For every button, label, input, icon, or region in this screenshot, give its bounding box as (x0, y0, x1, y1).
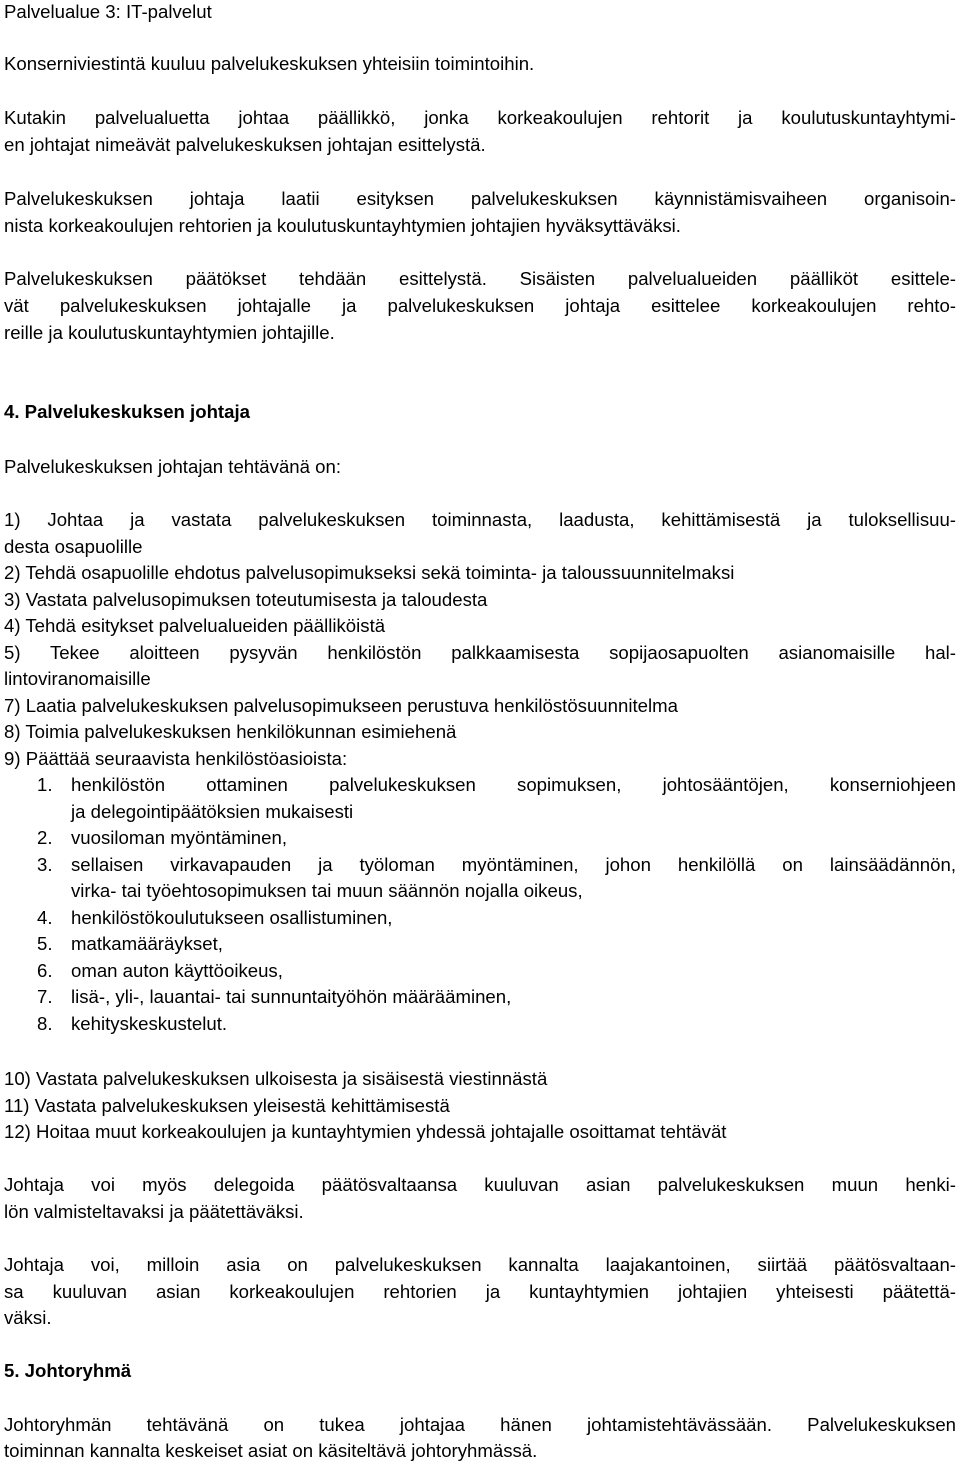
sub-item-number: 3. (37, 854, 53, 875)
sub-item-number: 6. (37, 960, 53, 981)
task-item: 1) Johtaa ja vastata palvelukeskuksen toiminnasta, laadusta, kehittämisestä ja tuloksellisuu- (4, 509, 956, 530)
paragraph-line: Palvelukeskuksen päätökset tehdään esittelystä. Sisäisten palvelualueiden päälliköt esittele- (4, 268, 956, 289)
sub-item-number: 8. (37, 1013, 53, 1034)
paragraph-line: Johtaja voi myös delegoida päätösvaltaansa kuuluvan asian palvelukeskuksen muun henki- (4, 1174, 956, 1195)
task-item: 7) Laatia palvelukeskuksen palvelusopimukseen perustuva henkilöstösuunnitelma (4, 695, 678, 716)
sub-item-text: henkilöstön ottaminen palvelukeskuksen sopimuksen, johtosääntöjen, konserniohjeen (71, 774, 956, 795)
sub-item-text: vuosiloman myöntäminen, (71, 827, 287, 848)
task-item: 5) Tekee aloitteen pysyvän henkilöstön palkkaamisesta sopijaosapuolten asianomaisille hal- (4, 642, 956, 663)
task-item: 11) Vastata palvelukeskuksen yleisestä kehittämisestä (4, 1095, 450, 1116)
task-item: desta osapuolille (4, 536, 143, 557)
sub-item-text: virka- tai työehtosopimuksen tai muun säännön nojalla oikeus, (71, 880, 583, 901)
paragraph-line: lön valmisteltavaksi ja päätettäväksi. (4, 1201, 304, 1222)
sub-item-number: 1. (37, 774, 53, 795)
task-item: 10) Vastata palvelukeskuksen ulkoisesta ja sisäisestä viestinnästä (4, 1068, 548, 1089)
paragraph-line: vät palvelukeskuksen johtajalle ja palvelukeskuksen johtaja esittelee korkeakoulujen rehto- (4, 295, 956, 316)
sub-item-number: 2. (37, 827, 53, 848)
sub-item-text: lisä-, yli-, lauantai- tai sunnuntaityöhön määrääminen, (71, 986, 512, 1007)
paragraph-line: sa kuuluvan asian korkeakoulujen rehtorien ja kuntayhtymien johtajien yhteisesti päätettä- (4, 1281, 956, 1302)
sub-item-text: matkamääräykset, (71, 933, 223, 954)
paragraph-line: Konserniviestintä kuuluu palvelukeskuksen yhteisiin toimintoihin. (4, 53, 535, 74)
tasks-intro: Palvelukeskuksen johtajan tehtävänä on: (4, 456, 341, 477)
sub-item-number: 4. (37, 907, 53, 928)
heading-5: 5. Johtoryhmä (4, 1360, 132, 1381)
task-item: 2) Tehdä osapuolille ehdotus palvelusopimukseksi sekä toiminta- ja taloussuunnitelmaksi (4, 562, 735, 583)
paragraph-line: toiminnan kannalta keskeiset asiat on käsiteltävä johtoryhmässä. (4, 1440, 538, 1461)
sub-item-text: oman auton käyttöoikeus, (71, 960, 283, 981)
paragraph-line: Johtaja voi, milloin asia on palvelukeskuksen kannalta laajakantoinen, siirtää päätösvaltaan- (4, 1254, 956, 1275)
sub-item-number: 5. (37, 933, 53, 954)
task-item: 4) Tehdä esitykset palvelualueiden päälliköistä (4, 615, 386, 636)
paragraph-line: nista korkeakoulujen rehtorien ja koulutuskuntayhtymien johtajien hyväksyttäväksi. (4, 215, 681, 236)
sub-item-text: ja delegointipäätöksien mukaisesti (71, 801, 354, 822)
heading-4: 4. Palvelukeskuksen johtaja (4, 401, 250, 422)
task-item: 3) Vastata palvelusopimuksen toteutumisesta ja taloudesta (4, 589, 488, 610)
task-item: lintoviranomaisille (4, 668, 151, 689)
sub-item-text: henkilöstökoulutukseen osallistuminen, (71, 907, 393, 928)
task-item: 9) Päättää seuraavista henkilöstöasioista: (4, 748, 348, 769)
task-item: 12) Hoitaa muut korkeakoulujen ja kuntayhtymien yhdessä johtajalle osoittamat tehtävät (4, 1121, 727, 1142)
paragraph-line: Palvelukeskuksen johtaja laatii esityksen palvelukeskuksen käynnistämisvaiheen organisoin- (4, 188, 956, 209)
paragraph-line: väksi. (4, 1307, 52, 1328)
task-item: 8) Toimia palvelukeskuksen henkilökunnan esimiehenä (4, 721, 457, 742)
section-heading: Palvelualue 3: IT-palvelut (4, 1, 212, 22)
paragraph-line: en johtajat nimeävät palvelukeskuksen johtajan esittelystä. (4, 134, 486, 155)
paragraph-line: reille ja koulutuskuntayhtymien johtajille. (4, 322, 335, 343)
sub-item-number: 7. (37, 986, 53, 1007)
sub-item-text: sellaisen virkavapauden ja työloman myöntäminen, johon henkilöllä on lainsäädännön, (71, 854, 956, 875)
sub-item-text: kehityskeskustelut. (71, 1013, 228, 1034)
paragraph-line: Kutakin palvelualuetta johtaa päällikkö, jonka korkeakoulujen rehtorit ja koulutuskuntayhtymi- (4, 107, 956, 128)
paragraph-line: Johtoryhmän tehtävänä on tukea johtajaa hänen johtamistehtävässään. Palvelukeskuksen (4, 1414, 956, 1435)
